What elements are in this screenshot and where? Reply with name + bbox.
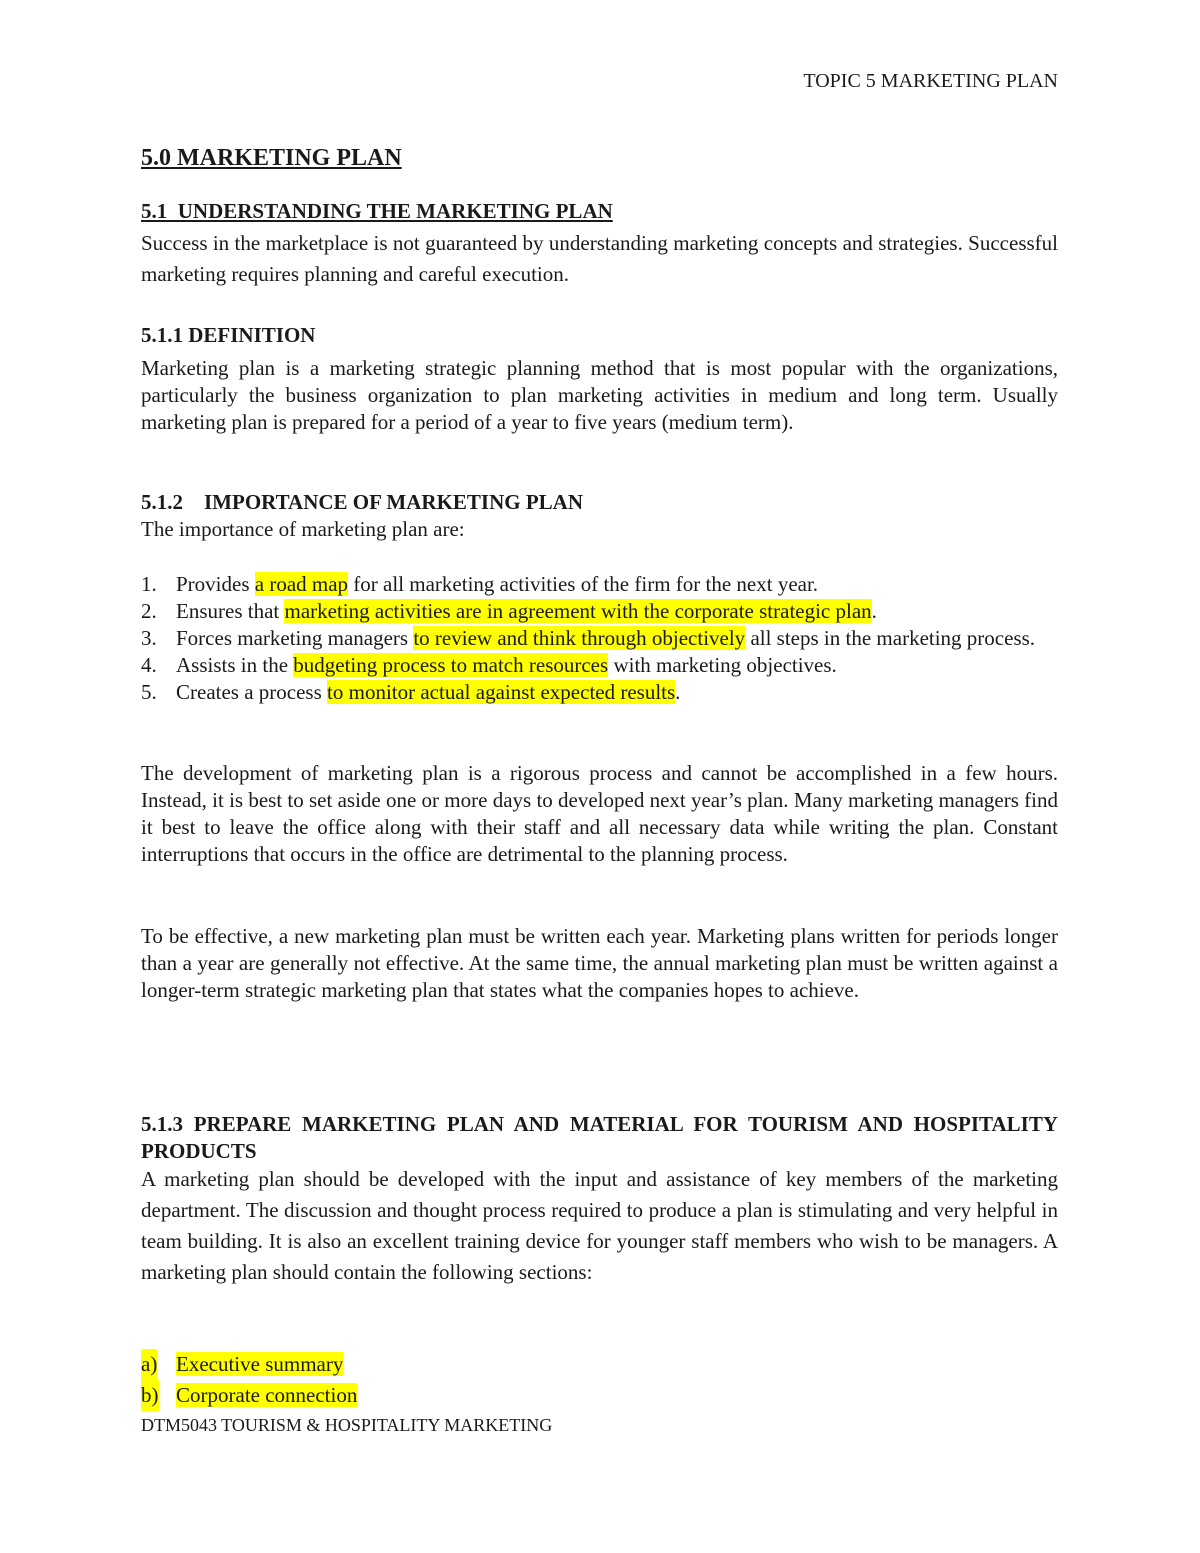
list-item	[141, 598, 1058, 625]
highlighted-text: to review and think through objectively	[413, 626, 746, 650]
highlighted-text: to monitor actual against expected results	[327, 680, 676, 704]
section-5-1-3-heading: 5.1.3 PREPARE MARKETING PLAN AND MATERIAL FOR TOURISM AND HOSPITALITY PRODUCTS	[141, 1112, 1058, 1163]
list-item	[141, 1349, 357, 1380]
list-item-number: 5.	[141, 680, 157, 704]
list-item-text: Forces marketing managers	[176, 626, 414, 650]
list-item	[141, 1380, 357, 1411]
list-item-text: .	[871, 599, 877, 623]
section-5-1-body: Success in the marketplace is not guaranteed by understanding marketing concepts and strategies. Successful marketing requires planning and careful execution.	[141, 231, 1058, 286]
section-5-1-heading: 5.1 UNDERSTANDING THE MARKETING PLAN	[141, 199, 613, 223]
list-item-number: 1.	[141, 572, 157, 596]
list-item-number: 2.	[141, 599, 157, 623]
list-item-number: 3.	[141, 626, 157, 650]
importance-list	[141, 571, 1058, 706]
list-item-label: Corporate connection	[176, 1383, 358, 1407]
list-item-letter: b)	[141, 1380, 159, 1411]
page-title: 5.0 MARKETING PLAN	[141, 145, 402, 171]
list-item-text: .	[675, 680, 681, 704]
section-5-1-1-body: Marketing plan is a marketing strategic planning method that is most popular with the organizations, particularly the business organization to plan marketing activities in medium and long term. Usually marketing plan is prepared for a period of a year to five years (medium term).	[141, 356, 1058, 434]
section-5-1-2-heading: 5.1.2 IMPORTANCE OF MARKETING PLAN	[141, 490, 584, 514]
list-item-text: all steps in the marketing process.	[745, 626, 1036, 650]
list-item	[141, 571, 1058, 598]
sections-list	[141, 1349, 357, 1411]
page-footer: DTM5043 TOURISM & HOSPITALITY MARKETING	[141, 1415, 553, 1435]
list-item-text: Assists in the	[176, 653, 294, 677]
list-item-text: Ensures that	[176, 599, 285, 623]
section-5-1-3-body: A marketing plan should be developed with the input and assistance of key members of the marketing department. The discussion and thought process required to produce a plan is stimulating and very helpful in team building. It is also an excellent training device for younger staff members who wish to be managers. A marketing plan should contain the following sections:	[141, 1167, 1058, 1284]
list-item-text: with marketing objectives.	[608, 653, 837, 677]
list-item	[141, 652, 1058, 679]
list-item-letter: a)	[141, 1349, 157, 1380]
highlighted-text: marketing activities are in agreement with the corporate strategic plan	[284, 599, 872, 623]
list-item-number: 4.	[141, 653, 157, 677]
section-5-1-1-heading: 5.1.1 DEFINITION	[141, 323, 316, 347]
highlighted-text: budgeting process to match resources	[293, 653, 609, 677]
list-item-text: for all marketing activities of the firm for the next year.	[348, 572, 819, 596]
development-paragraph: The development of marketing plan is a rigorous process and cannot be accomplished in a few hours. Instead, it is best to set aside one or more days to developed next year’s plan. Many marketing managers find it best to leave the office along with their staff and all necessary data while writing the plan. Constant interruptions that occurs in the office are detrimental to the planning process.	[141, 761, 1058, 866]
page-header: TOPIC 5 MARKETING PLAN	[803, 70, 1058, 92]
section-5-1-2-intro: The importance of marketing plan are:	[141, 517, 465, 541]
list-item-text: Creates a process	[176, 680, 328, 704]
list-item-label: Executive summary	[176, 1352, 344, 1376]
highlighted-text: a road map	[254, 572, 349, 596]
list-item-text: Provides	[176, 572, 255, 596]
effectiveness-paragraph: To be effective, a new marketing plan must be written each year. Marketing plans written for periods longer than a year are generally not effective. At the same time, the annual marketing plan must be written against a longer-term strategic marketing plan that states what the companies hopes to achieve.	[141, 924, 1058, 1002]
list-item	[141, 625, 1058, 652]
list-item	[141, 679, 1058, 706]
